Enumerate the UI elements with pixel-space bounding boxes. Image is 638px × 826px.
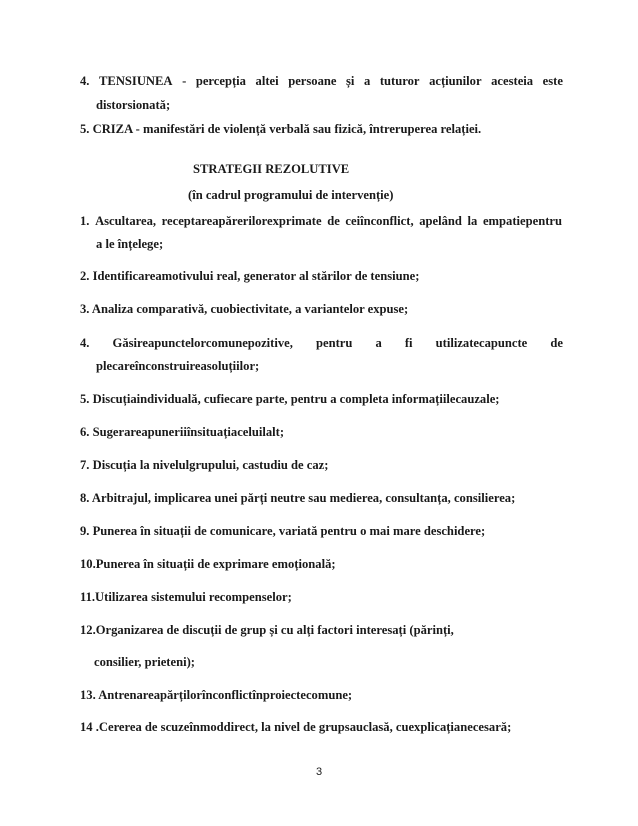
strategy-5: 5. Discuțiaindividuală, cufiecare parte, pentru a completa informațiilecauzale; — [80, 392, 500, 406]
item-4-line-2: distorsionată; — [96, 98, 171, 112]
word: acțiunilor — [429, 74, 482, 88]
word: la — [467, 214, 478, 228]
word: ceiînconflict, — [345, 214, 414, 228]
word: Găsireapunctelorcomunepozitive, — [112, 336, 293, 350]
word: și — [346, 74, 355, 88]
word: pentru — [316, 336, 353, 350]
strategy-14: 14 .Cererea de scuzeînmoddirect, la nivel de grupsauclasă, cuexplicațianecesară; — [80, 720, 512, 734]
strategy-2: 2. Identificareamotivului real, generator al stărilor de tensiune; — [80, 269, 420, 283]
word: receptareapărerilorexprimate — [161, 214, 322, 228]
word: 1. — [80, 214, 90, 228]
word: apelând — [419, 214, 462, 228]
item-4-line-1 — [80, 73, 563, 89]
word: este — [542, 74, 563, 88]
strategy-1-line-1 — [80, 213, 562, 229]
strategy-4-line-2: plecareînconstruireasoluțiilor; — [96, 359, 260, 373]
word: 4. — [80, 74, 90, 88]
strategy-12-line-2: consilier, prieteni); — [94, 655, 195, 669]
section-title: STRATEGII REZOLUTIVE — [193, 162, 350, 176]
word: de — [550, 336, 563, 350]
strategy-7: 7. Discuția la nivelulgrupului, castudiu de caz; — [80, 458, 329, 472]
word: percepția — [195, 74, 246, 88]
word: TENSIUNEA — [99, 74, 173, 88]
word: de — [327, 214, 340, 228]
word: altei — [255, 74, 279, 88]
strategy-1-line-2: a le înțelege; — [96, 237, 164, 251]
strategy-4-line-1 — [80, 335, 563, 351]
strategy-11: 11.Utilizarea sistemului recompenselor; — [80, 590, 292, 604]
word: empatiepentru — [482, 214, 562, 228]
word: fi — [404, 336, 413, 350]
item-5-line: 5. CRIZA - manifestări de violență verbală sau fizică, întreruperea relației. — [80, 122, 482, 136]
strategy-9: 9. Punerea în situații de comunicare, variată pentru o mai mare deschidere; — [80, 524, 486, 538]
strategy-12-line-1: 12.Organizarea de discuții de grup și cu alți factori interesați (părinți, — [80, 623, 454, 637]
page-number: 3 — [315, 766, 323, 778]
word: persoane — [288, 74, 337, 88]
word: utilizatecapuncte — [435, 336, 528, 350]
word: a — [375, 336, 382, 350]
strategy-6: 6. Sugerareapuneriiînsituațiaceluilalt; — [80, 425, 285, 439]
word: acesteia — [491, 74, 534, 88]
word: 4. — [80, 336, 90, 350]
word: a — [364, 74, 371, 88]
word: - — [182, 74, 187, 88]
word: tuturor — [379, 74, 420, 88]
strategy-13: 13. Antrenareapărțilorînconflictînproiectecomune; — [80, 688, 353, 702]
word: Ascultarea, — [95, 214, 157, 228]
section-subtitle: (în cadrul programului de intervenție) — [188, 188, 394, 202]
strategy-10: 10.Punerea în situații de exprimare emoțională; — [80, 557, 336, 571]
strategy-8: 8. Arbitrajul, implicarea unei părți neutre sau medierea, consultanța, consilierea; — [80, 491, 516, 505]
strategy-3: 3. Analiza comparativă, cuobiectivitate, a variantelor expuse; — [80, 302, 409, 316]
